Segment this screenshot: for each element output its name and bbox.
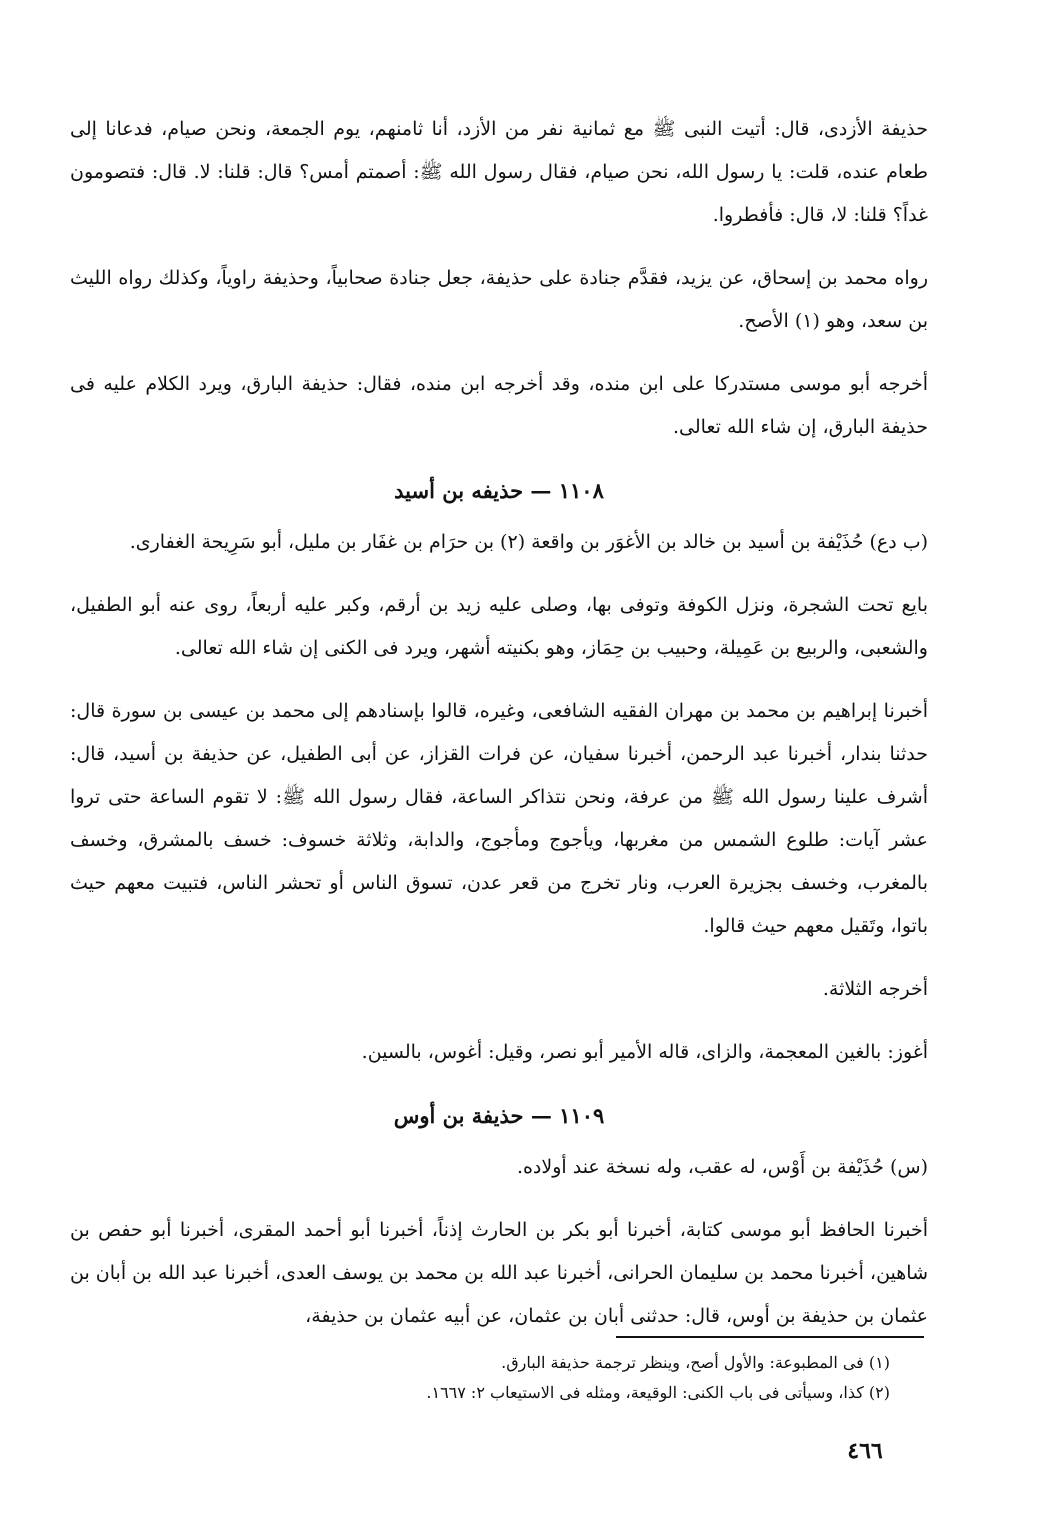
entry-heading-1109: ١١٠٩ — حذيفة بن أوس [393, 1103, 605, 1128]
paragraph: أخرجه الثلاثة. [822, 978, 928, 1000]
footnote: (٢) كذا، وسيأتى فى باب الكنى: الوقيعة، ومثله فى الاستيعاب ٢: ١٦٦٧. [426, 1383, 890, 1402]
paragraph: رواه محمد بن إسحاق، عن يزيد، فقدَّم جنادة على حذيفة، جعل جنادة صحابياً، وحذيفة راوياً، وكذلك رواه الليث بن سعد، وهو (١) الأصح. [70, 267, 928, 332]
paragraph: أخبرنا الحافظ أبو موسى كتابة، أخبرنا أبو بكر بن الحارث إذناً، أخبرنا أبو أحمد المقرى، أخبرنا أبو حفص بن شاهين، أخبرنا محمد بن سليمان الحرانى، أخبرنا عبد الله بن محمد بن يوسف العدى، أخبرنا عبد الله بن أبان بن عثمان بن حذيفة بن أوس، قال: حدثنى أبان بن عثمان، عن أبيه عثمان بن حذيفة، [70, 1219, 928, 1327]
paragraph: بايع تحت الشجرة، ونزل الكوفة وتوفى بها، وصلى عليه زيد بن أرقم، وكبر عليه أربعاً، روى عنه أبو الطفيل، والشعبى، والربيع بن عَمِيلة، وحبيب بن حِمَاز، وهو بكنيته أشهر، ويرد فى الكنى إن شاء الله تعالى. [70, 594, 928, 659]
footnote: (١) فى المطبوعة: والأول أصح، وينظر ترجمة حذيفة البارق. [501, 1353, 890, 1372]
paragraph: (س) حُذَيْفة بن أَوْس، له عقب، وله نسخة عند أولاده. [516, 1156, 928, 1178]
entry-heading-1108: ١١٠٨ — حذيفه بن أسيد [394, 478, 604, 503]
page-body [70, 108, 928, 1358]
page-number: ٤٦٦ [847, 1438, 883, 1464]
paragraph: أخبرنا إبراهيم بن محمد بن مهران الفقيه الشافعى، وغيره، قالوا بإسنادهم إلى محمد بن عيسى بن سورة قال: حدثنا بندار، أخبرنا عبد الرحمن، أخبرنا سفيان، عن فرات القزاز، عن أبى الطفيل، عن حذيفة بن أسيد، قال: أشرف علينا رسول الله ﷺ من عرفة، ونحن نتذاكر الساعة، فقال رسول الله ﷺ: لا تقوم الساعة حتى تروا عشر آيات: طلوع الشمس من مغربها، ويأجوج ومأجوج، والدابة، وثلاثة خسوف: خسف بالمشرق، وخسف بالمغرب، وخسف بجزيرة العرب، ونار تخرج من قعر عدن، تسوق الناس أو تحشر الناس، فتبيت معهم حيث باتوا، وتَقيل معهم حيث قالوا. [70, 700, 928, 937]
paragraph: أغوز: بالغين المعجمة، والزاى، قاله الأمير أبو نصر، وقيل: أغوس، بالسين. [361, 1041, 928, 1063]
footnotes [120, 1348, 890, 1408]
paragraph: حذيفة الأزدى، قال: أتيت النبى ﷺ مع ثمانية نفر من الأزد، أنا ثامنهم، يوم الجمعة، ونحن صيام، فدعانا إلى طعام عنده، قلت: يا رسول الله، نحن صيام، فقال رسول الله ﷺ: أصمتم أمس؟ قال: قلنا: لا. قال: فتصومون غداً؟ قلنا: لا، قال: فأفطروا. [70, 118, 928, 226]
footnote-divider [616, 1336, 924, 1338]
paragraph: (ب دع) حُذَيْفة بن أسيد بن خالد بن الأغوَر بن واقعة (٢) بن حرَام بن غفَار بن مليل، أبو سَرِيحة الغفارى. [129, 531, 928, 553]
paragraph: أخرجه أبو موسى مستدركا على ابن منده، وقد أخرجه ابن منده، فقال: حذيفة البارق، ويرد الكلام عليه فى حذيفة البارق، إن شاء الله تعالى. [70, 373, 928, 438]
